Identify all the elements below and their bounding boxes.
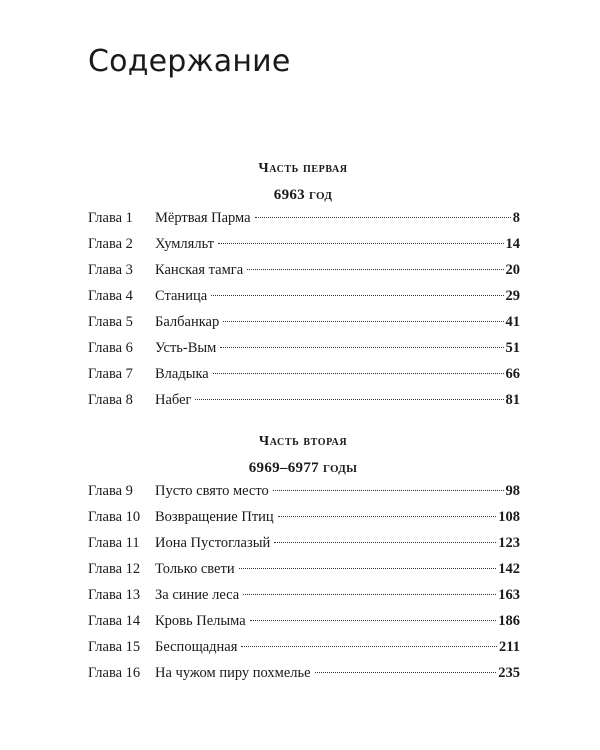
chapter-page: 8 (512, 210, 520, 226)
dot-leader (243, 593, 496, 595)
chapter-number: Глава 4 (88, 288, 133, 304)
chapter-number: Глава 13 (88, 587, 141, 603)
chapter-number: Глава 11 (88, 535, 140, 551)
chapter-page: 29 (505, 288, 520, 304)
chapter-number: Глава 3 (88, 262, 133, 278)
dot-leader (220, 346, 503, 348)
dot-leader (250, 619, 497, 621)
chapter-title: Хумляльт (155, 236, 214, 252)
toc-entry-chapter-13[interactable] (88, 582, 520, 608)
chapter-title: За синие леса (155, 587, 240, 603)
part-2-header (88, 433, 518, 477)
dot-leader (315, 671, 497, 673)
dot-leader (239, 567, 497, 569)
toc-entry-chapter-14[interactable] (88, 608, 520, 634)
chapter-page: 98 (505, 483, 520, 499)
part-2-label: Часть вторая (258, 434, 348, 449)
chapter-page: 41 (505, 314, 520, 330)
chapter-page: 51 (505, 340, 520, 356)
chapter-page: 142 (498, 561, 520, 577)
dot-leader (274, 541, 496, 543)
toc-entry-chapter-10[interactable] (88, 504, 520, 530)
dot-leader (241, 645, 497, 647)
chapter-page: 211 (499, 639, 520, 655)
chapter-page: 123 (498, 535, 520, 551)
part-1-toc-list (88, 205, 520, 413)
chapter-number: Глава 2 (88, 236, 133, 252)
toc-entry-chapter-3[interactable] (88, 257, 520, 283)
chapter-page: 235 (498, 665, 520, 681)
dot-leader (247, 268, 503, 270)
chapter-title: Владыка (155, 366, 209, 382)
toc-entry-chapter-16[interactable] (88, 660, 520, 686)
dot-leader (195, 398, 503, 400)
chapter-number: Глава 5 (88, 314, 133, 330)
chapter-title: Усть-Вым (155, 340, 217, 356)
toc-entry-chapter-7[interactable] (88, 361, 520, 387)
part-2-toc-list (88, 478, 520, 686)
chapter-number: Глава 14 (88, 613, 141, 629)
chapter-number: Глава 16 (88, 665, 141, 681)
chapter-title: Возвращение Птиц (155, 509, 274, 525)
chapter-number: Глава 7 (88, 366, 133, 382)
chapter-number: Глава 12 (88, 561, 141, 577)
part-2-years: 6969–6977 годы (248, 460, 358, 476)
chapter-title: Кровь Пелыма (155, 613, 246, 629)
chapter-number: Глава 15 (88, 639, 141, 655)
toc-entry-chapter-4[interactable] (88, 283, 520, 309)
dot-leader (218, 242, 504, 244)
page-title: Содержание (88, 44, 291, 79)
chapter-title: Беспощадная (155, 639, 238, 655)
toc-entry-chapter-11[interactable] (88, 530, 520, 556)
part-1-header (88, 160, 518, 204)
chapter-page: 108 (498, 509, 520, 525)
toc-entry-chapter-1[interactable] (88, 205, 520, 231)
part-1-label: Часть первая (258, 161, 348, 176)
toc-entry-chapter-5[interactable] (88, 309, 520, 335)
dot-leader (273, 489, 504, 491)
toc-entry-chapter-8[interactable] (88, 387, 520, 413)
chapter-page: 66 (505, 366, 520, 382)
chapter-title: Иона Пустоглазый (155, 535, 271, 551)
toc-entry-chapter-15[interactable] (88, 634, 520, 660)
chapter-title: Станица (155, 288, 208, 304)
toc-entry-chapter-12[interactable] (88, 556, 520, 582)
toc-entry-chapter-2[interactable] (88, 231, 520, 257)
toc-entry-chapter-9[interactable] (88, 478, 520, 504)
dot-leader (213, 372, 504, 374)
chapter-title: Только свети (155, 561, 235, 577)
chapter-number: Глава 8 (88, 392, 133, 408)
chapter-page: 186 (498, 613, 520, 629)
chapter-title: Канская тамга (155, 262, 244, 278)
chapter-page: 14 (505, 236, 520, 252)
chapter-title: Пусто свято место (155, 483, 269, 499)
chapter-title: Мёртвая Парма (155, 210, 251, 226)
chapter-title: Балбанкар (155, 314, 220, 330)
chapter-page: 81 (505, 392, 520, 408)
dot-leader (278, 515, 497, 517)
chapter-number: Глава 9 (88, 483, 133, 499)
dot-leader (223, 320, 503, 322)
chapter-number: Глава 1 (88, 210, 133, 226)
part-1-years: 6963 год (273, 187, 333, 203)
chapter-number: Глава 6 (88, 340, 133, 356)
dot-leader (255, 216, 511, 218)
chapter-page: 163 (498, 587, 520, 603)
chapter-page: 20 (505, 262, 520, 278)
chapter-title: Набег (155, 392, 192, 408)
dot-leader (211, 294, 503, 296)
chapter-number: Глава 10 (88, 509, 141, 525)
toc-entry-chapter-6[interactable] (88, 335, 520, 361)
chapter-title: На чужом пиру похмелье (155, 665, 311, 681)
